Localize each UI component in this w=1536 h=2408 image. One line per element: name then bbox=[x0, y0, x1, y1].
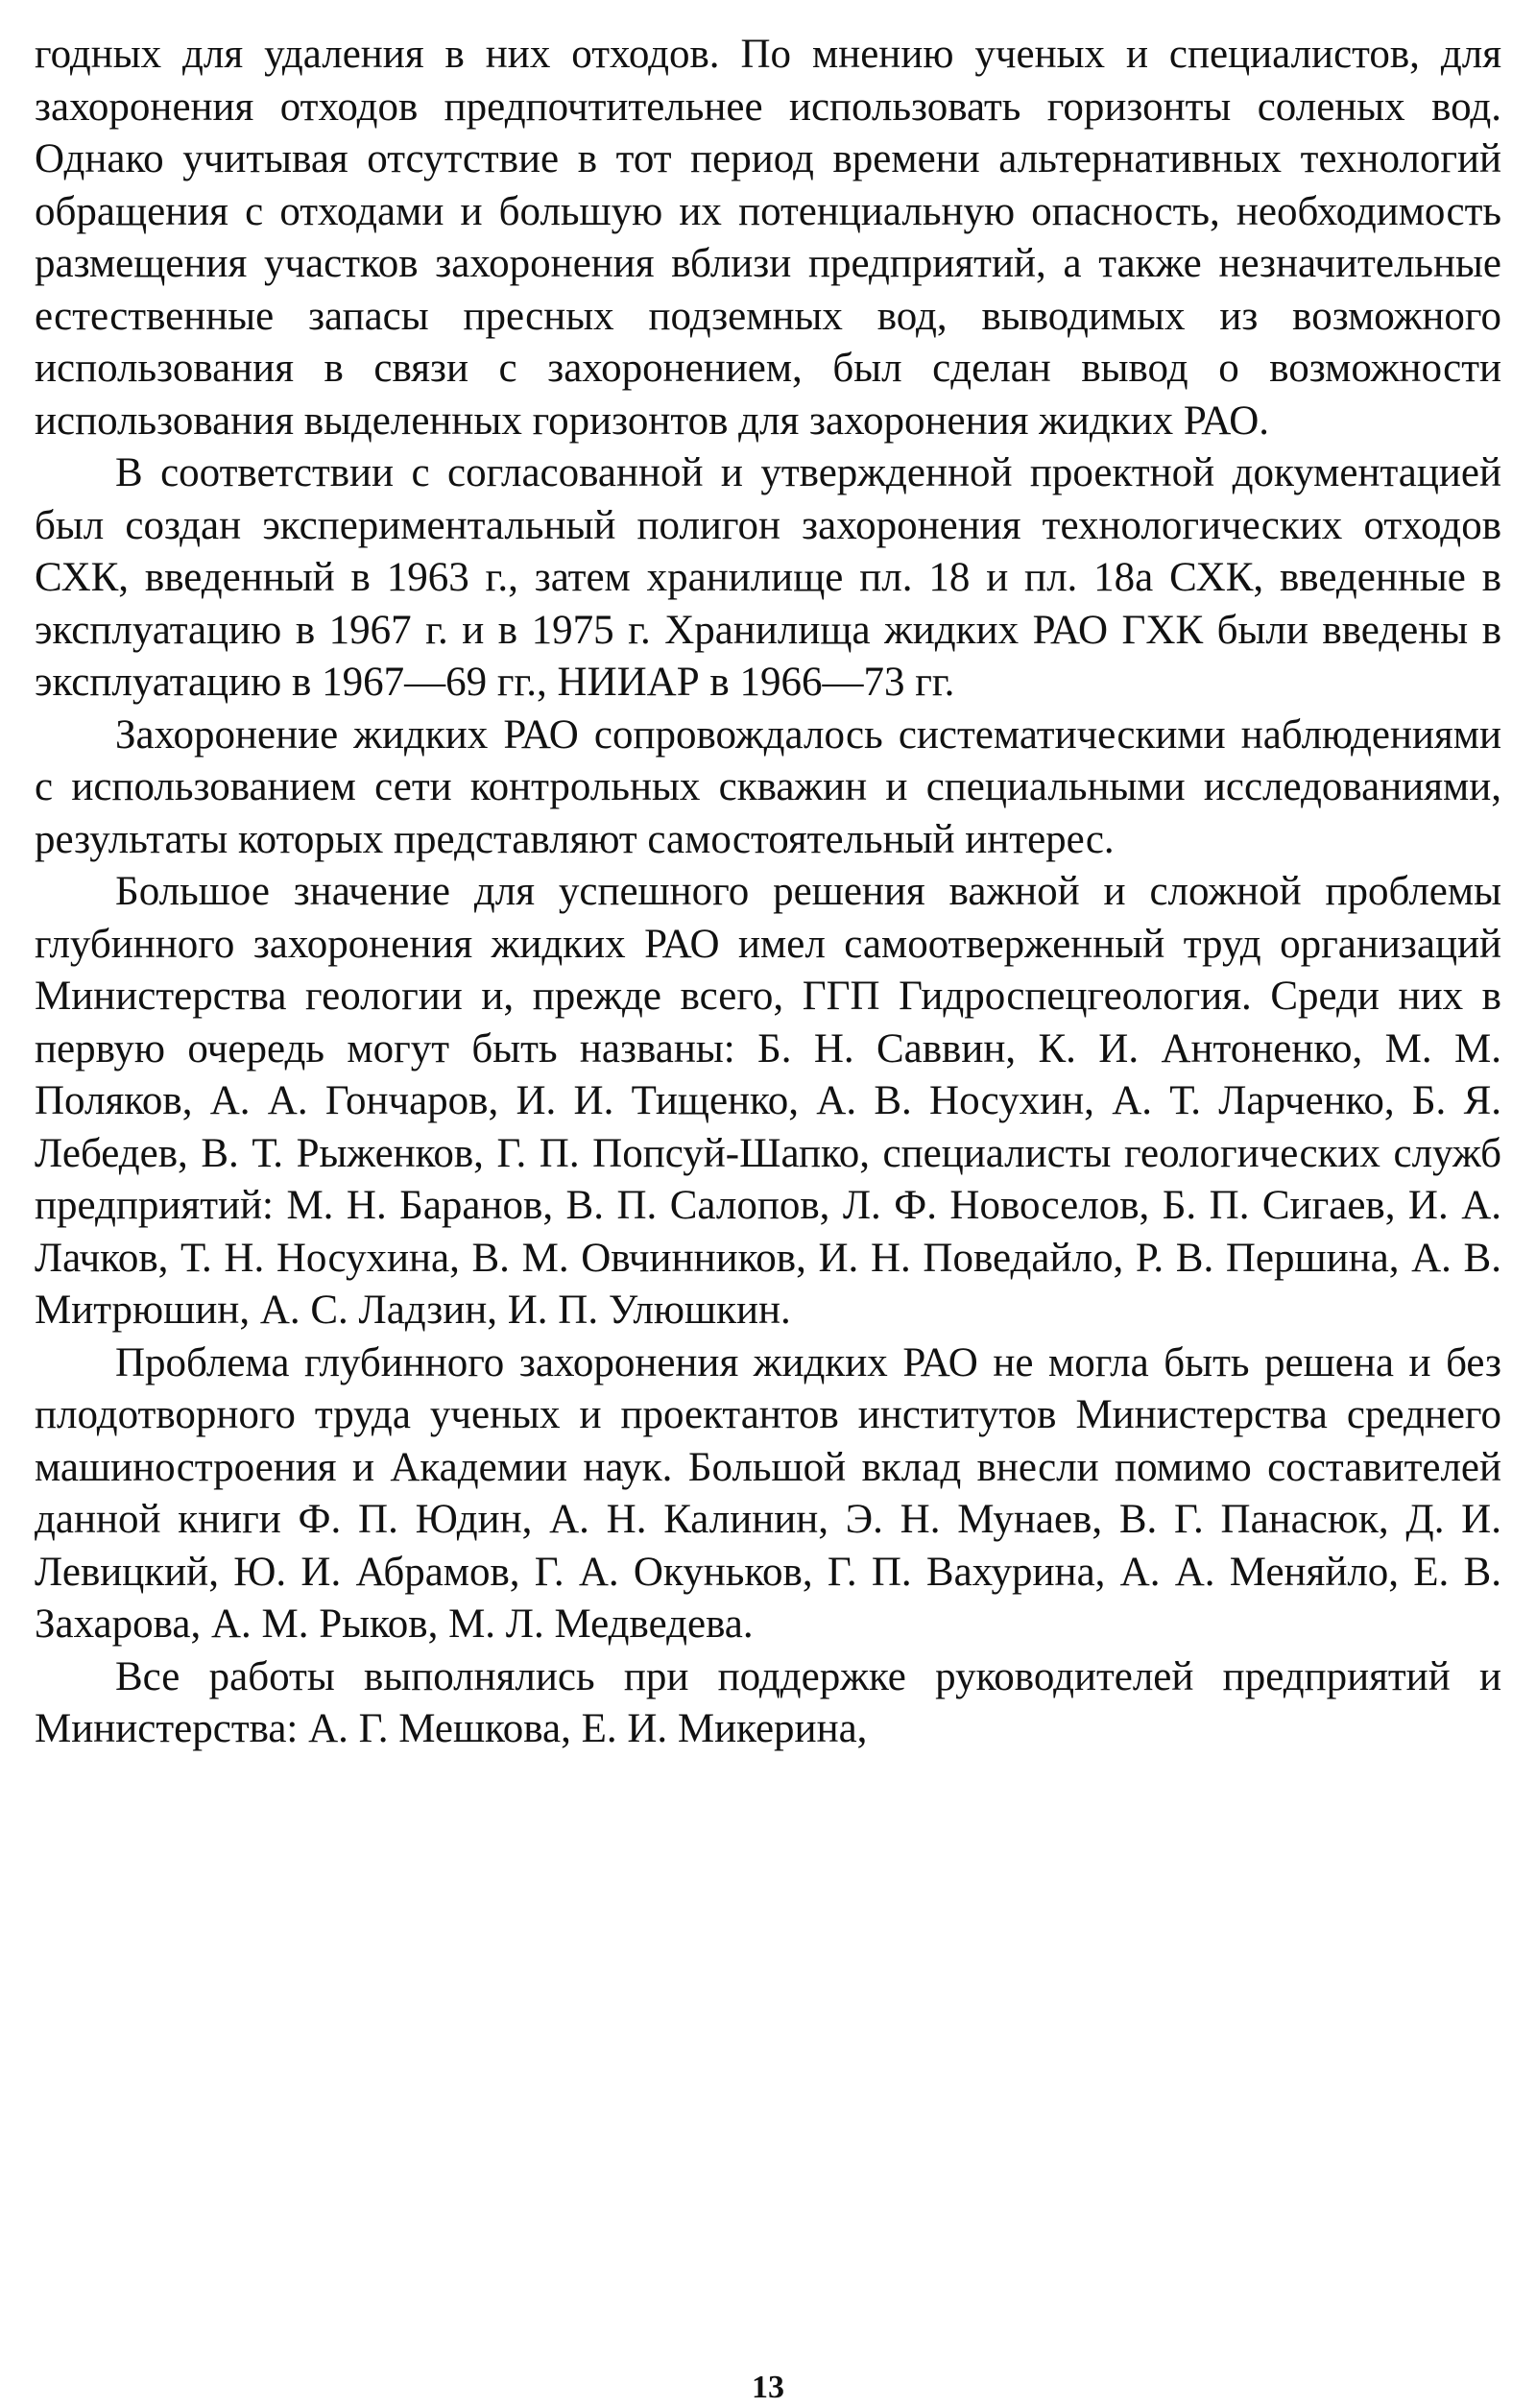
paragraph-observations: Захоронение жидких РАО сопровождалось систематическими наблюдениями с использованием сети контрольных скважин и специальными исследованиями, результаты которых представляют самостоятельный интерес. bbox=[35, 711, 1501, 862]
document-page bbox=[35, 29, 1501, 2372]
page-number: 13 bbox=[752, 2370, 784, 2405]
paragraph-continuation: годных для удаления в них отходов. По мнению ученых и специалистов, для захоронения отходов предпочтительнее использовать горизонты соленых вод. Однако учитывая отсутствие в тот период времени альтернативных технологий обращения с отходами и большую их потенциальную опасность, необходимость размещения участков захоронения вблизи предприятий, а также незначительные естественные запасы пресных подземных вод, выводимых из возможного использования в связи с захоронением, был сделан вывод о возможности использования выделенных горизонтов для захоронения жидких РАО. bbox=[35, 32, 1501, 444]
paragraph-institute-contributors: Проблема глубинного захоронения жидких РАО не могла быть решена и без плодотворного труда ученых и проектантов институтов Министерства среднего машиностроения и Академии наук. Большой вклад внесли помимо составителей данной книги Ф. П. Юдин, А. Н. Калинин, Э. Н. Мунаев, В. Г. Панасюк, Д. И. Левицкий, Ю. И. Абрамов, Г. А. Окуньков, Г. П. Вахурина, А. А. Меняйло, Е. В. Захарова, А. М. Рыков, М. Л. Медведева. bbox=[35, 1339, 1501, 1647]
paragraph-management-support: Все работы выполнялись при поддержке руководителей предприятий и Министерства: А. Г. Мешкова, Е. И. Микерина, bbox=[35, 1653, 1501, 1751]
paragraph-polygon-history: В соответствии с согласованной и утвержденной проектной документацией был создан экспериментальный полигон захоронения технологических отходов СХК, введенный в 1963 г., затем хранилище пл. 18 и пл. 18а СХК, введенные в эксплуатацию в 1967 г. и в 1975 г. Хранилища жидких РАО ГХК были введены в эксплуатацию в 1967—69 гг., НИИАР в 1966—73 гг. bbox=[35, 450, 1501, 705]
paragraph-geology-contributors: Большое значение для успешного решения важной и сложной проблемы глубинного захоронения жидких РАО имел самоотверженный труд организаций Министерства геологии и, прежде всего, ГГП Гидроспецгеология. Среди них в первую очередь могут быть названы: Б. Н. Саввин, К. И. Антоненко, М. М. Поляков, А. А. Гончаров, И. И. Тищенко, А. В. Носухин, А. Т. Ларченко, Б. Я. Лебедев, В. Т. Рыженков, Г. П. Попсуй-Шапко, специалисты геологических служб предприятий: М. Н. Баранов, В. П. Салопов, Л. Ф. Новоселов, Б. П. Сигаев, И. А. Лачков, Т. Н. Носухина, В. М. Овчинников, И. Н. Поведайло, Р. В. Першина, А. В. Митрюшин, А. С. Ладзин, И. П. Улюшкин. bbox=[35, 869, 1501, 1333]
